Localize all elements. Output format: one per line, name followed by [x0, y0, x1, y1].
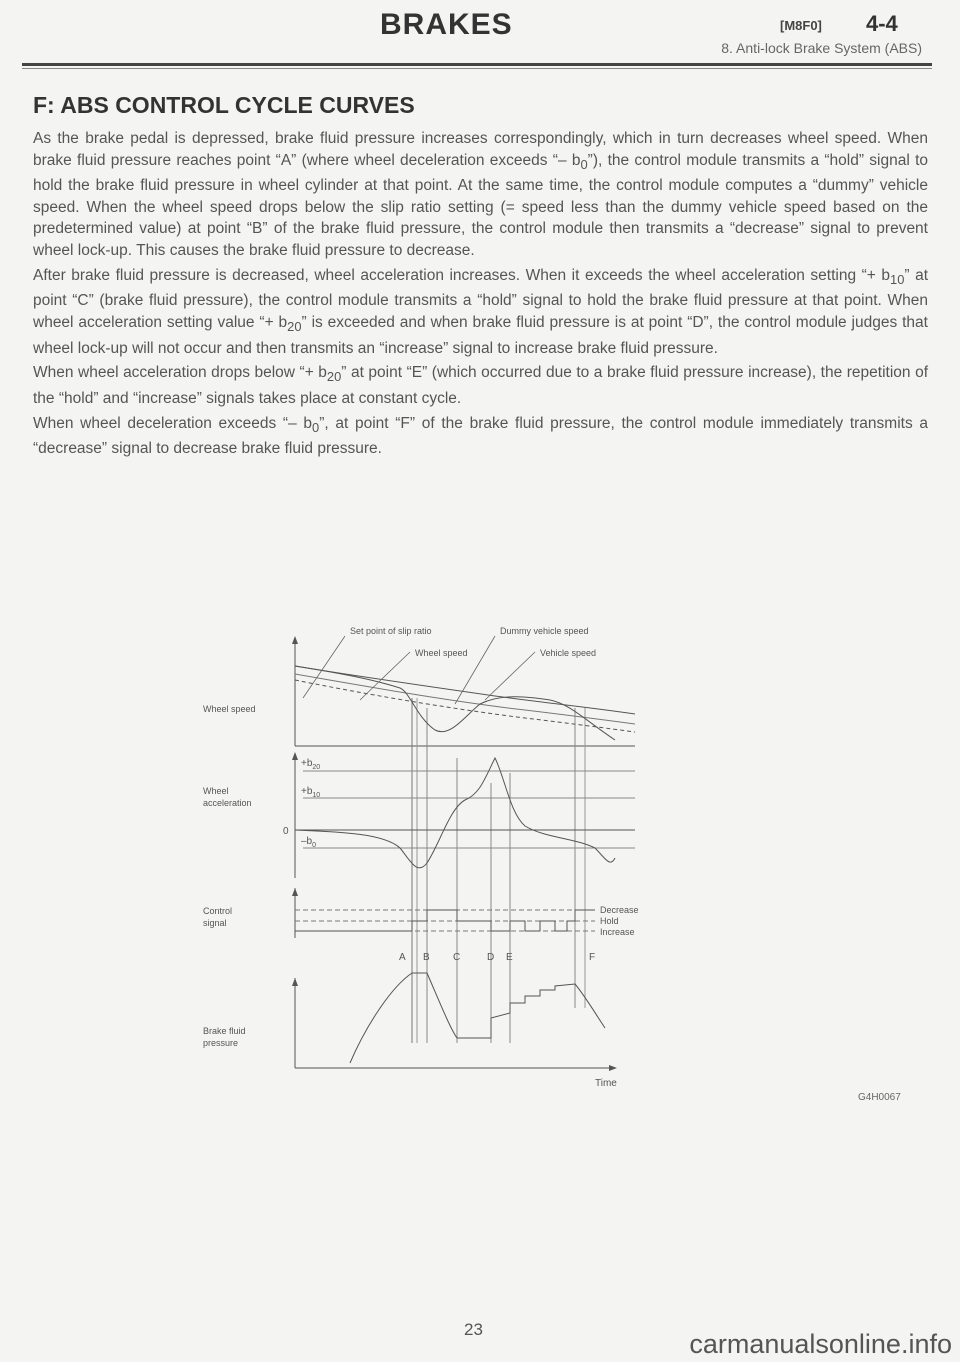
- label-wheel-accel-1: Wheel: [203, 786, 229, 796]
- label-time: Time: [595, 1078, 617, 1089]
- dummy-speed-line: [295, 674, 635, 724]
- pressure-curve: [350, 973, 605, 1063]
- label-b20: $+b_{20}$: [301, 758, 321, 771]
- page-number: 23: [464, 1320, 483, 1339]
- callout-dummy-speed: Dummy vehicle speed: [500, 626, 589, 636]
- section-title: F: ABS CONTROL CYCLE CURVES: [33, 92, 415, 118]
- label-pressure-1: Brake fluid: [203, 1026, 246, 1036]
- callout-wheel-speed: Wheel speed: [415, 648, 468, 658]
- header-rule: [22, 63, 932, 66]
- callout-vehicle-speed: Vehicle speed: [540, 648, 597, 658]
- leader-vehicle: [485, 652, 535, 700]
- label-zero: 0: [283, 826, 289, 837]
- paragraph-3: When wheel acceleration drops below “+ $b_{20}$” at point “E” (which occurred due to a brake fluid pressure increase), the repetition of the “hold” and “increase” signals takes place at constant cycle.: [33, 364, 928, 407]
- arrow-control: [292, 888, 298, 896]
- arrow-time: [609, 1065, 617, 1071]
- paragraph-4: When wheel deceleration exceeds “– $b_0$”, at point “F” of the brake fluid pressure, the control module immediately transmits a “decrease” signal to decrease brake fluid pressure.: [33, 414, 929, 458]
- body-text: [33, 128, 928, 463]
- section-code: [M8F0]: [780, 18, 822, 33]
- label-decrease: Decrease: [600, 905, 639, 915]
- label-control-1: Control: [203, 906, 233, 916]
- point-b: B: [423, 952, 430, 963]
- paragraph-2: After brake fluid pressure is decreased, wheel acceleration increases. When it exceeds the wheel acceleration setting “+ $b_{10}$” at point “C” (brake fluid pressure), the control module transmits a “hold” signal to hold the brake fluid pressure at that point. When wheel acceleration setting value “+ $b_{20}$” is exceeded and when brake fluid pressure is at point “D”, the control module judges that wheel lock-up will not occur and then transmits an “increase” signal to increase brake fluid pressure.: [33, 266, 928, 357]
- figure-code: G4H0067: [858, 1092, 901, 1103]
- point-d: D: [487, 952, 495, 963]
- chapter-title: BRAKES: [380, 8, 513, 41]
- page-reference: 4-4: [866, 11, 898, 36]
- label-b0: $-b_0$: [301, 836, 317, 849]
- abs-control-cycle-figure: [195, 608, 735, 1089]
- callout-slip-ratio: Set point of slip ratio: [350, 626, 432, 636]
- point-f: F: [589, 952, 596, 963]
- label-wheel-speed: Wheel speed: [203, 704, 256, 714]
- leader-dummy: [455, 636, 495, 704]
- label-pressure-2: pressure: [203, 1038, 239, 1048]
- label-b10: $+b_{10}$: [301, 786, 321, 799]
- paragraph-1: As the brake pedal is depressed, brake fluid pressure increases correspondingly, which in turn decreases wheel speed. When brake fluid pressure reaches point “A” (where wheel deceleration exceeds “– $b_0$”), the control module transmits a “hold” signal to hold the brake fluid pressure in wheel cylinder at that point. At the same time, the control module computes a “dummy” vehicle speed. When the wheel speed drops below the slip ratio setting (= speed less than the dummy vehicle speed based on the predetermined value) at point “B” of the brake fluid pressure, the control module then transmits a “decrease” signal to prevent wheel lock-up. This causes the brake fluid pressure to decrease.: [33, 130, 928, 260]
- point-e: E: [506, 952, 513, 963]
- label-hold: Hold: [600, 916, 619, 926]
- point-a: A: [399, 952, 406, 963]
- wheel-speed-curve: [295, 666, 615, 740]
- slip-ratio-line: [295, 680, 635, 732]
- arrow-wheel-speed: [292, 636, 298, 644]
- arrow-wheel-accel: [292, 752, 298, 760]
- abs-diagram: [195, 608, 735, 1089]
- arrow-pressure: [292, 978, 298, 986]
- watermark: carmanualsonline.info: [689, 1329, 952, 1359]
- wheel-accel-curve: [295, 758, 615, 868]
- label-control-2: signal: [203, 918, 227, 928]
- header-rule-thin: [22, 68, 932, 69]
- label-wheel-accel-2: acceleration: [203, 798, 252, 808]
- point-c: C: [453, 952, 461, 963]
- section-subtitle: 8. Anti-lock Brake System (ABS): [721, 40, 922, 56]
- label-increase: Increase: [600, 927, 635, 937]
